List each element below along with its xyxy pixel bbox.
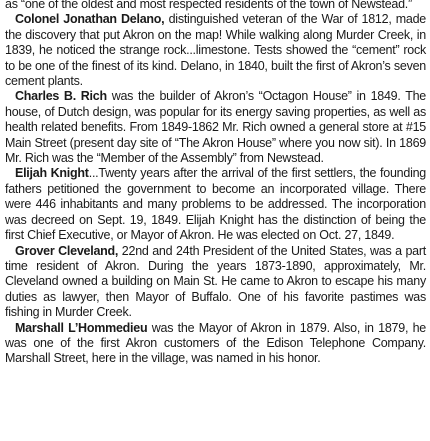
paragraph-text: as “one of the oldest and most respected residents of the town of Newstead.” [5, 0, 412, 11]
paragraph-text: ...Twenty years after the arrival of the first settlers, the founding fathers petitioned the government to become an incorporated village. There were 446 inhabitants and many problems to be addressed. The incorporation was decreed on Sept. 19, 1849. Elijah Knight has the distinction of being the first Chief Executive, or Mayor of Akron. He was elected on Oct. 27, 1849. [5, 166, 426, 243]
person-name: Charles B. Rich [15, 89, 107, 104]
paragraph-grover-cleveland [5, 244, 426, 321]
paragraph-text: was the builder of Akron’s “Octagon House” in 1849. The house, of Dutch design, was popular for its energy saving properties, as well as health related benefits. From 1849-1862 Mr. Rich owned a general store at #15 Main Street (present day site of “The Akron House” where you now sit). In 1869 Mr. Rich was the “Member of the Assembly” from Newstead. [5, 89, 426, 166]
paragraph-charles-rich [5, 89, 426, 166]
paragraph-text: was the Mayor of Akron in 1879. Also, in 1879, he was one of the first Akron customers of the Edison Telephone Company. Marshall Street, here in the village, was named in his honor. [5, 320, 426, 366]
person-name: Marshall L’Hommedieu [15, 320, 148, 335]
paragraph-newstead-continuation [5, 0, 426, 12]
paragraph-text: distinguished veteran of the War of 1812, made the discovery that put Akron on the map! While walking along Murder Creek, in 1839, he noticed the strange rock...limestone. Tests showed the “cement” rock to be one of the finest of its kind. Delano, in 1840, built the first of Akron’s seven cement plants. [5, 12, 426, 89]
person-name: Elijah Knight [15, 166, 89, 181]
paragraph-text: 22nd and 24th President of the United States, was a part time resident of Akron. During the years 1873-1890, approximately, Mr. Cleveland owned a building on Main St. He came to Akron to escape his many duties as lawyer, then Mayor of Buffalo. One of his favorite pastimes was fishing in Murder Creek. [5, 243, 426, 320]
document-page [5, 0, 426, 367]
paragraph-jonathan-delano [5, 12, 426, 89]
paragraph-elijah-knight [5, 166, 426, 243]
person-name: Colonel Jonathan Delano, [15, 12, 165, 27]
paragraph-marshall-lhommedieu [5, 321, 426, 367]
person-name: Grover Cleveland, [15, 243, 119, 258]
